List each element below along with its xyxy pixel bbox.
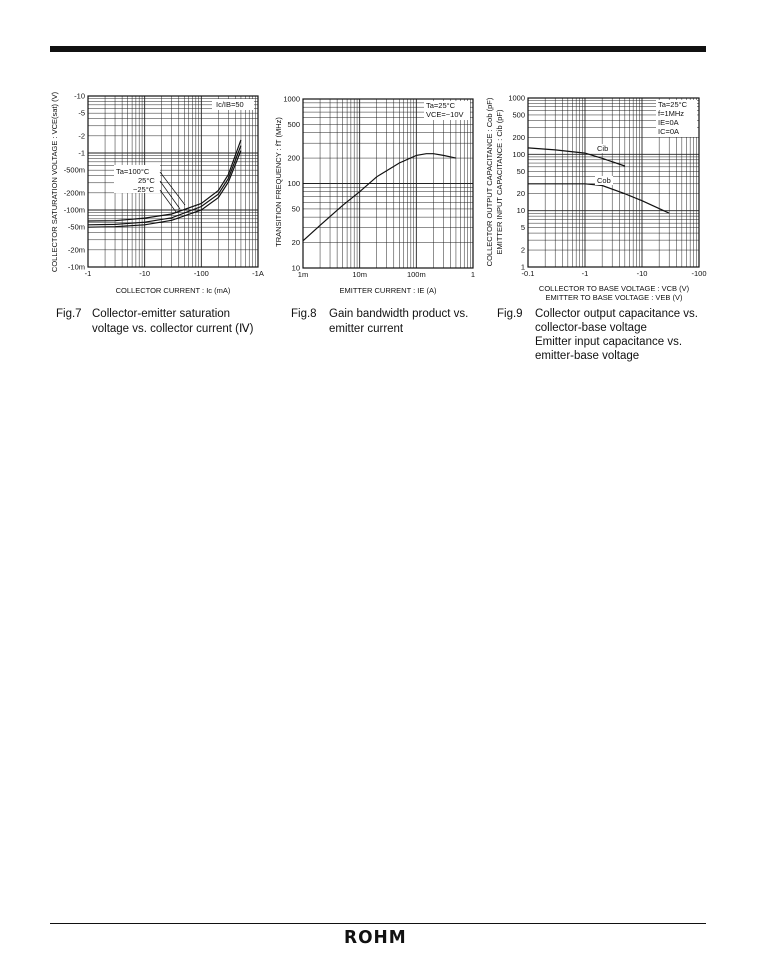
fig9-ytick-label: 20 [516,189,525,199]
fig7-ylabel: COLLECTOR SATURATION VOLTAGE : VCE(sat) (V) [50,91,59,273]
caption-line: collector-base voltage [535,322,647,334]
caption-fig7 [56,307,276,339]
fig8-grid [303,99,473,268]
fig7-series-line [88,146,241,225]
fig9-xtick-label: -1 [581,269,589,278]
fig9-ytick-label: 1 [520,262,525,272]
fig8-ytick-label: 50 [291,204,300,214]
caption-line: Gain bandwidth product vs. [329,308,469,320]
caption-number: Fig.8 [291,308,317,320]
fig7-plot [0,0,757,320]
fig9-ytick-label: 1000 [508,93,525,103]
fig7-annotation: Ic/IB=50 [216,100,244,109]
fig9-ytick-label: 10 [516,206,525,216]
caption-line: emitter current [329,323,404,335]
fig7-xtick-label: -1A [252,269,264,278]
caption-line: Collector-emitter saturation [92,308,231,320]
fig8-ytick-label: 200 [287,153,300,163]
fig8-ytick-label: 100 [287,179,300,188]
fig9-xtick-label: -100 [691,269,707,278]
fig7-grid [88,96,258,267]
fig7-ytick-label: -2 [78,131,85,141]
fig7-xlabel: COLLECTOR CURRENT : Ic (mA) [115,286,231,295]
fig9-series-line [528,184,669,213]
fig9-xlabel2: EMITTER TO BASE VOLTAGE : VEB (V) [545,293,683,302]
fig8-ytick-label: 20 [291,238,300,248]
fig7-ytick-label: -20m [67,245,85,255]
fig9-ytick-label: 5 [520,223,525,233]
fig9-annotation: IC=0A [658,127,680,136]
fig9-annotation: Ta=25°C [658,100,688,109]
caption-fig9 [497,307,707,367]
fig8-xlabel: EMITTER CURRENT : IE (A) [339,286,437,295]
fig7-annotation: −25°C [133,185,155,194]
fig8-xtick-label: 1m [297,270,309,279]
fig8-xtick-label: 100m [406,270,426,279]
fig9-xlabel: COLLECTOR TO BASE VOLTAGE : VCB (V) [538,284,690,293]
fig8-xtick-label: 1 [470,270,476,279]
fig7-xtick-label: -1 [84,269,92,278]
fig7-ytick-label: -50m [67,222,85,232]
fig7-ytick-label: -10 [74,91,85,101]
footer-rule [50,923,706,924]
fig9-ytick-label: 500 [512,110,525,120]
fig9-series-label: Cib [597,144,609,153]
fig7-ytick-label: -500m [63,165,85,175]
fig7-leader-line [160,190,176,212]
fig9-annotation: IE=0A [658,118,679,127]
fig8-annotation: Ta=25°C [426,101,456,110]
fig9-ytick-label: 2 [520,245,525,255]
fig7-leader-line [160,172,185,205]
fig8-ylabel: TRANSITION FREQUENCY : fT (MHz) [274,117,283,247]
fig7-ytick-label: -200m [63,188,85,198]
fig9-xtick-label: -0.1 [521,269,535,278]
fig8-xtick-label: 10m [352,270,367,279]
fig9-ylabel2: EMITTER INPUT CAPACITANCE : Cib (pF) [495,109,504,255]
caption-number: Fig.7 [56,308,82,320]
caption-fig8 [291,307,481,339]
fig9-annotation: f=1MHz [658,109,685,118]
fig9-series-label: Cob [597,176,611,185]
caption-line: emitter-base voltage [535,350,640,362]
fig9-ytick-label: 50 [516,166,525,176]
caption-line: Collector output capacitance vs. [535,308,699,320]
caption-line: Emitter input capacitance vs. [535,336,683,348]
caption-number: Fig.9 [497,308,523,320]
fig7-ytick-label: -1 [78,148,85,158]
caption-line: voltage vs. collector current (Ⅳ) [92,323,254,335]
fig7-xtick-label: -100 [193,269,209,278]
fig7-ytick-label: -10m [67,262,85,272]
fig9-ytick-label: 200 [512,132,525,142]
fig8-ytick-label: 1000 [283,94,300,104]
fig9-ytick-label: 100 [512,149,525,159]
fig7-ytick-label: -100m [63,205,85,215]
fig9-ylabel: COLLECTOR OUTPUT CAPACITANCE : Cob (pF) [485,97,494,267]
fig7-series-line [88,140,241,221]
fig7-frame [88,96,258,267]
rohm-logo: ROHM [344,927,407,949]
fig7-xtick-label: -10 [139,269,151,278]
fig7-ytick-label: -5 [78,108,85,118]
fig8-ytick-label: 10 [291,263,300,273]
fig7-annotation: Ta=100°C [116,167,150,176]
fig7-annotation: 25°C [138,176,155,185]
fig8-ytick-label: 500 [287,119,300,129]
fig9-xtick-label: -10 [636,269,648,278]
fig8-annotation: VCE=−10V [426,110,464,119]
